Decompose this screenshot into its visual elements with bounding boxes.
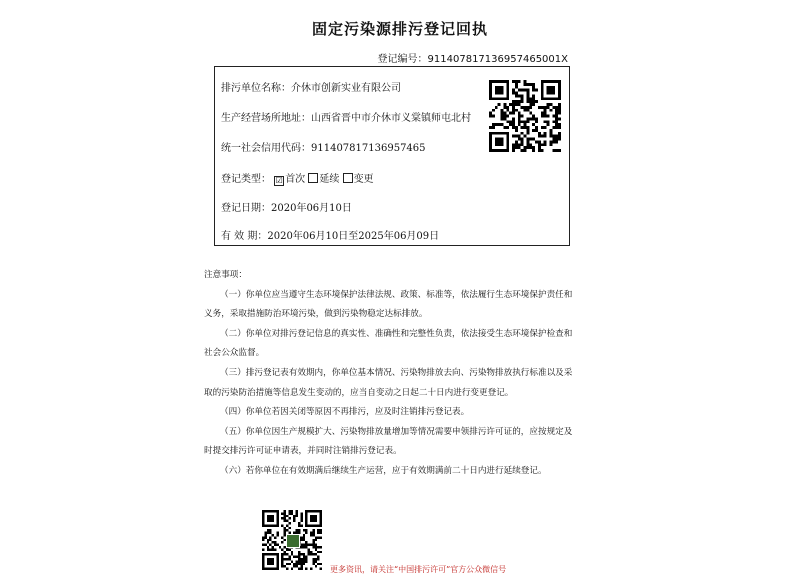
registration-type-label: 登记类型： <box>221 174 271 185</box>
registration-number-label: 登记编号： <box>377 54 428 65</box>
registration-info-box <box>214 66 570 246</box>
checkbox-renewal <box>308 173 318 183</box>
option-first-time: 首次 <box>285 174 306 185</box>
option-renewal: 延续 <box>319 174 340 185</box>
address-value: 山西省晋中市介休市义棠镇师屯北村 <box>311 113 471 124</box>
document-title: 固定污染源排污登记回执 <box>311 20 488 38</box>
registration-date-row <box>221 199 352 214</box>
unit-name-value: 介休市创新实业有限公司 <box>291 83 401 94</box>
notes-heading: 注意事项： <box>204 270 247 280</box>
validity-value: 2020年06月10日至2025年06月09日 <box>267 231 440 242</box>
note-item: （四）你单位若因关闭等原因不再排污，应及时注销排污登记表。 <box>220 407 470 418</box>
checkbox-change <box>343 173 353 183</box>
registration-date-label: 登记日期： <box>221 203 271 214</box>
registration-type-row <box>221 170 374 186</box>
registration-number <box>378 50 568 65</box>
note-item: （三）排污登记表有效期内，你单位基本情况、污染物排放去向、污染物排放执行标准以及采取的污染防治措施等信息发生变动的，应当自变动之日起二十日内进行变更登记。 <box>204 367 573 398</box>
option-change: 变更 <box>353 174 374 185</box>
credit-code-value: 911407817136957465 <box>311 143 426 154</box>
registration-number-value: 911407817136957465001X <box>427 54 568 65</box>
registration-qr-code <box>489 80 561 152</box>
note-item: （二）你单位对排污登记信息的真实性、准确性和完整性负责，依法接受生态环境保护检查和社会公众监督。 <box>204 328 573 359</box>
address-label: 生产经营场所地址： <box>221 113 311 124</box>
qr-logo-icon <box>286 534 300 548</box>
note-item: （一）你单位应当遵守生态环境保护法律法规、政策、标准等，依法履行生态环境保护责任和义务，采取措施防治环境污染，做到污染物稳定达标排放。 <box>204 289 573 320</box>
unit-name-row <box>221 79 401 94</box>
wechat-qr-code <box>262 510 322 570</box>
footer-note: 更多资讯，请关注“中国排污许可”官方公众微信号 <box>330 565 507 574</box>
note-item: （五）你单位因生产规模扩大、污染物排放量增加等情况需要申领排污许可证的，应按规定及时提交排污许可证申请表，并同时注销排污登记表。 <box>204 426 573 457</box>
validity-row <box>221 227 439 242</box>
credit-code-label: 统一社会信用代码： <box>221 143 311 154</box>
credit-code-row <box>221 139 426 154</box>
unit-name-label: 排污单位名称： <box>221 83 291 94</box>
address-row <box>221 109 471 124</box>
note-item: （六）若你单位在有效期满后继续生产运营，应于有效期满前二十日内进行延续登记。 <box>220 465 547 476</box>
checkbox-first-time: ☑ <box>275 176 283 185</box>
registration-date-value: 2020年06月10日 <box>271 203 352 214</box>
notes-section <box>204 266 580 482</box>
validity-label: 有 效 期： <box>221 231 268 242</box>
